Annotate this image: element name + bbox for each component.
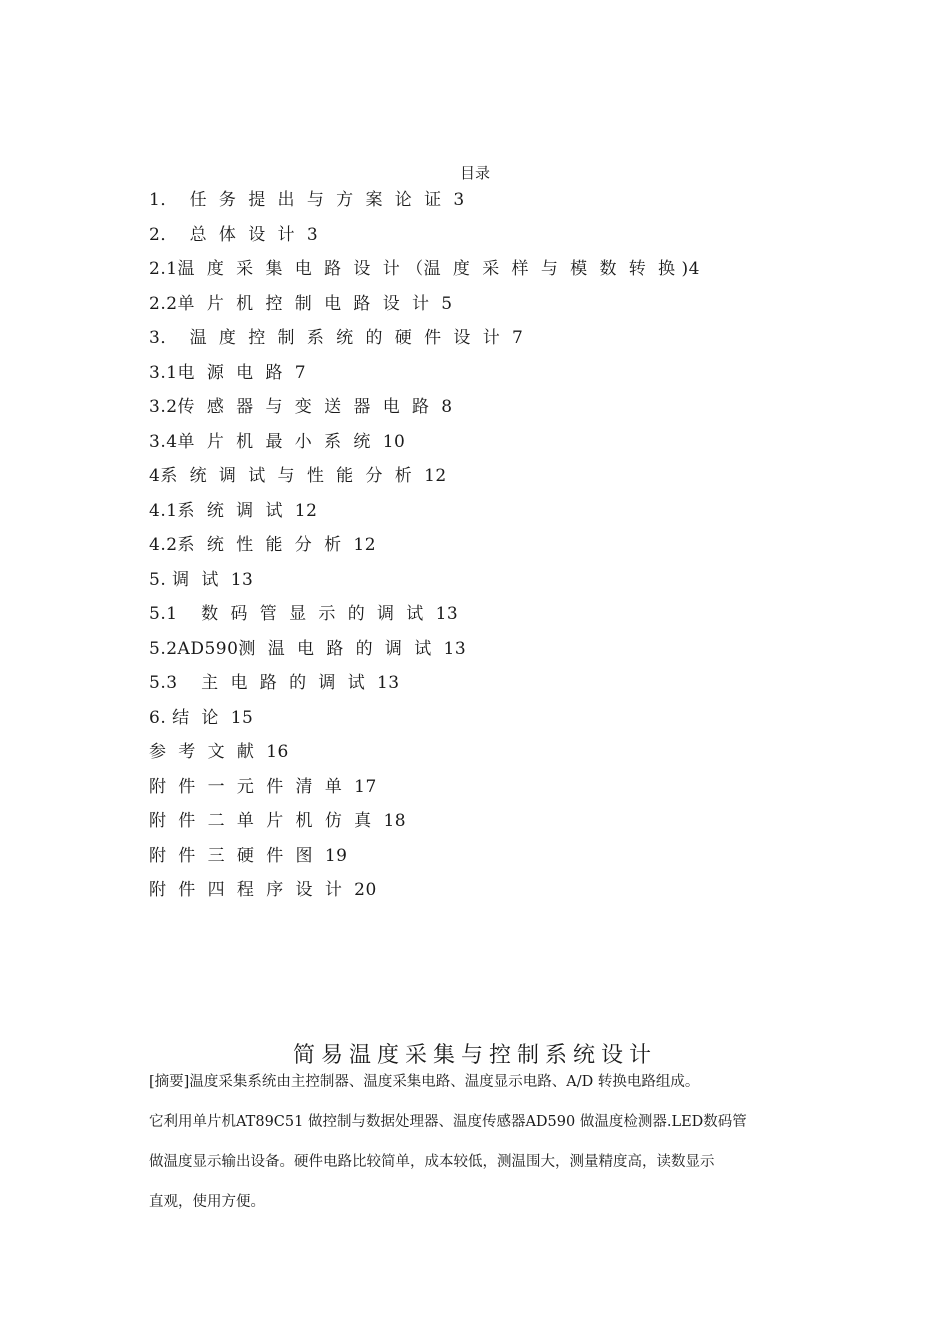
- toc-entry: 附 件 四 程 序 设 计 20: [149, 880, 377, 900]
- toc-title: 目录: [459, 164, 490, 182]
- toc-entry: 附 件 一 元 件 清 单 17: [149, 776, 377, 797]
- toc-entry: 6. 结 论 15: [149, 707, 254, 728]
- toc-entry: 1． 任 务 提 出 与 方 案 论 证 3: [149, 190, 465, 210]
- toc-entry: 5.1 数 码 管 显 示 的 调 试 13: [149, 604, 459, 624]
- abstract: [149, 1070, 829, 1230]
- toc-entry: 附 件 二 单 片 机 仿 真 18: [149, 811, 407, 831]
- toc-entry: 3.2传 感 器 与 变 送 器 电 路 8: [149, 397, 453, 417]
- toc-entry: 4系 统 调 试 与 性 能 分 析 12: [149, 466, 447, 486]
- toc-entry: 参 考 文 献 16: [149, 742, 289, 762]
- toc-entry: 2.2单 片 机 控 制 电 路 设 计 5: [149, 293, 453, 314]
- toc-entry: 3.4单 片 机 最 小 系 统 10: [149, 431, 406, 452]
- abstract-line: 直观，使用方便。: [149, 1194, 265, 1210]
- abstract-line: 它利用单片机AT89C51 做控制与数据处理器、温度传感器AD590 做温度检测器.LED数码管: [149, 1114, 747, 1130]
- abstract-line: [摘要]温度采集系统由主控制器、温度采集电路、温度显示电路、A/D 转换电路组成。: [149, 1074, 700, 1090]
- toc-entry: 4.2系 统 性 能 分 析 12: [149, 535, 377, 555]
- toc-entry: 附 件 三 硬 件 图 19: [149, 845, 348, 866]
- toc-entry: 2． 总 体 设 计 3: [149, 224, 319, 245]
- abstract-line: 做温度显示输出设备。硬件电路比较简单，成本较低，测温围大，测量精度高，读数显示: [149, 1154, 715, 1170]
- toc-entry: 5. 调 试 13: [149, 569, 254, 590]
- toc-entry: 2.1温 度 采 集 电 路 设 计 （温 度 采 样 与 模 数 转 换 )4: [149, 259, 700, 279]
- toc-entry: 4.1系 统 调 试 12: [149, 500, 318, 521]
- document-title: 简易温度采集与控制系统设计: [292, 1043, 657, 1068]
- toc-entry: 5.3 主 电 路 的 调 试 13: [149, 673, 400, 693]
- toc-entry: 3.1电 源 电 路 7: [149, 362, 307, 383]
- toc-entry: 3． 温 度 控 制 系 统 的 硬 件 设 计 7: [149, 328, 524, 348]
- toc-entry: 5.2AD590测 温 电 路 的 调 试 13: [149, 638, 467, 659]
- table-of-contents: [149, 186, 829, 911]
